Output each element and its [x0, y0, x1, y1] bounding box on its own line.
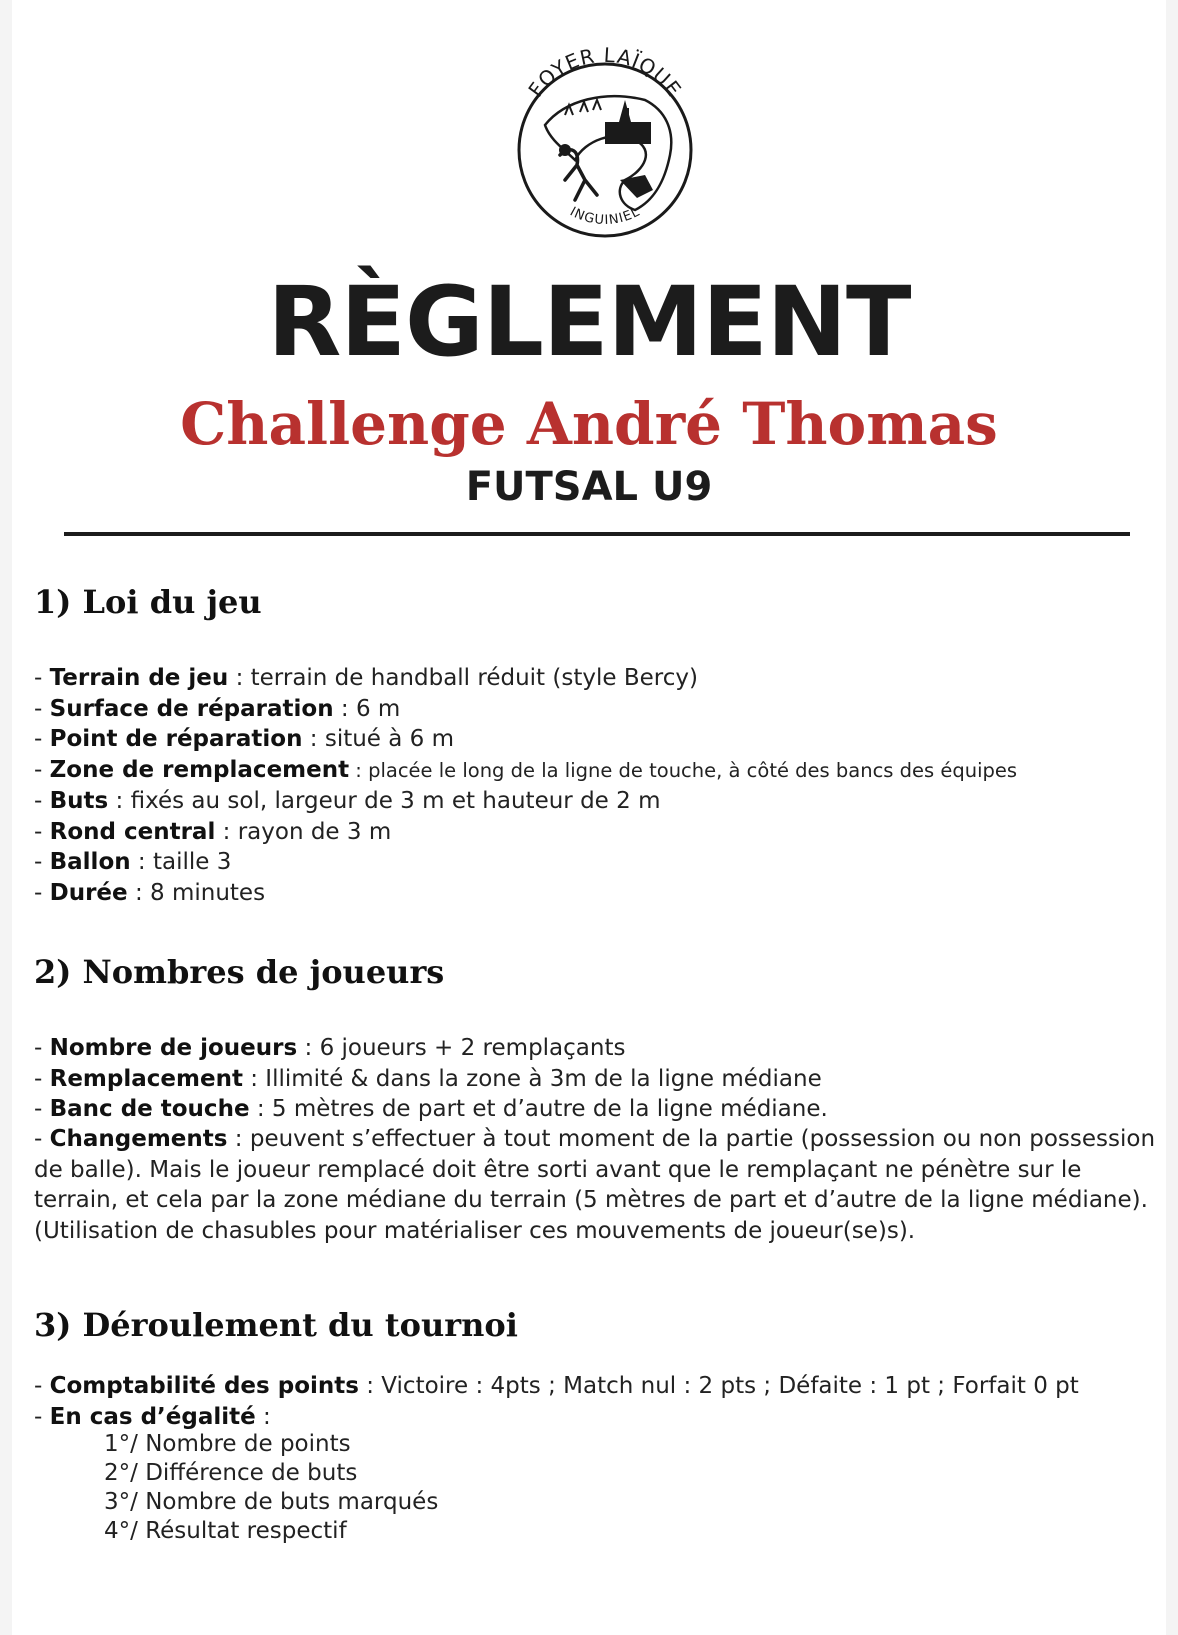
- document-page: [12, 0, 1166, 1635]
- list-item: 1°/ Nombre de points: [104, 1431, 351, 1457]
- tiebreaker-list: [104, 1430, 438, 1546]
- section-1-list: [34, 663, 1017, 908]
- svg-text:FOYER LAÏQUE: FOYER LAÏQUE: [523, 42, 687, 102]
- event-name: Challenge André Thomas: [180, 390, 998, 458]
- foyer-laique-logo: [505, 30, 705, 250]
- list-item: - Rond central : rayon de 3 m: [34, 818, 392, 845]
- list-item: - Terrain de jeu : terrain de handball réduit (style Bercy): [34, 665, 698, 691]
- section-2-list: [34, 1033, 828, 1125]
- section-3-list: [34, 1371, 1079, 1432]
- list-item: - Comptabilité des points : Victoire : 4pts ; Match nul : 2 pts ; Défaite : 1 pt ; Forfait 0 pt: [34, 1373, 1079, 1399]
- section-2-title: 2) Nombres de joueurs: [34, 953, 445, 991]
- header-divider: [64, 532, 1130, 536]
- changes-paragraph: - Changements : peuvent s’effectuer à tout moment de la partie (possession ou non possession de balle). Mais le joueur remplacé doit être sorti avant que le remplaçant ne pénètre sur le terrain, et cela par la zone médiane du terrain (5 mètres de part et d’autre de la ligne médiane). (Utilisation de chasubles pour matérialiser ces mouvements de joueur(se)s).: [34, 1126, 1156, 1244]
- section-3-title: 3) Déroulement du tournoi: [34, 1306, 518, 1344]
- page-title: RÈGLEMENT: [267, 266, 911, 378]
- list-item: - Nombre de joueurs : 6 joueurs + 2 remplaçants: [34, 1035, 626, 1061]
- list-item: 2°/ Différence de buts: [104, 1460, 358, 1486]
- list-item: - Remplacement : Illimité & dans la zone à 3m de la ligne médiane: [34, 1065, 822, 1092]
- list-item: - Point de réparation : situé à 6 m: [34, 726, 455, 752]
- list-item: - Banc de touche : 5 mètres de part et d’autre de la ligne médiane.: [34, 1096, 828, 1122]
- list-item: - Buts : fixés au sol, largeur de 3 m et hauteur de 2 m: [34, 788, 661, 814]
- list-item: - Durée : 8 minutes: [34, 879, 266, 906]
- list-item: - Ballon : taille 3: [34, 849, 232, 875]
- list-item: 3°/ Nombre de buts marqués: [104, 1489, 439, 1515]
- list-item: - En cas d’égalité :: [34, 1403, 271, 1430]
- list-item: - Zone de remplacement : placée le long de la ligne de touche, à côté des bancs des équipes: [34, 756, 1018, 783]
- event-category: FUTSAL U9: [465, 464, 713, 510]
- section-1-title: 1) Loi du jeu: [34, 583, 262, 621]
- club-seal-icon: [505, 30, 705, 250]
- list-item: - Surface de réparation : 6 m: [34, 695, 401, 722]
- svg-text:INGUINIEL: INGUINIEL: [567, 204, 643, 229]
- list-item: 4°/ Résultat respectif: [104, 1518, 347, 1544]
